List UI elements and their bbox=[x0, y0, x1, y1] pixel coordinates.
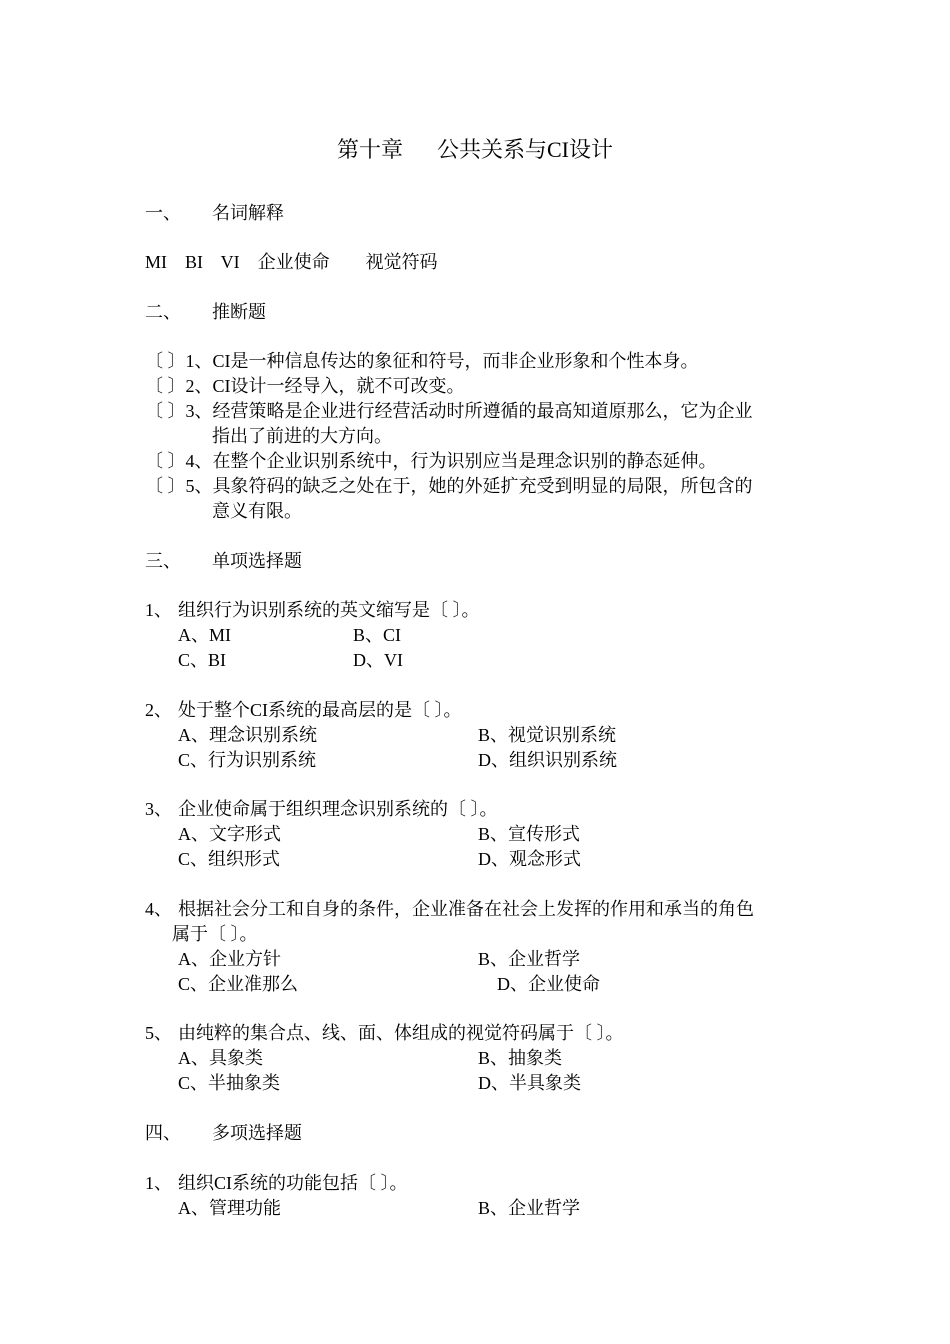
option-c: C、企业准那么 bbox=[178, 974, 299, 994]
option-d: D、观念形式 bbox=[478, 849, 581, 869]
option-a: A、企业方针 bbox=[178, 949, 281, 969]
option-c: C、组织形式 bbox=[178, 849, 281, 869]
option-b: B、宣传形式 bbox=[478, 824, 581, 844]
option-b: B、CI bbox=[353, 625, 402, 645]
judgment-item-continued: 指出了前进的大方向。 bbox=[212, 426, 392, 446]
section-heading-3: 三、 单项选择题 bbox=[145, 551, 302, 571]
question-stem: 1、 组织行为识别系统的英文缩写是〔 〕。 bbox=[145, 600, 480, 620]
title-chapter: 第十章 bbox=[336, 137, 403, 162]
option-c: C、半抽象类 bbox=[178, 1073, 281, 1093]
section-heading-4: 四、 多项选择题 bbox=[145, 1123, 302, 1143]
question-stem: 4、 根据社会分工和自身的条件，企业准备在社会上发挥的作用和承当的角色 bbox=[145, 899, 754, 919]
page-title bbox=[0, 138, 950, 162]
option-b: B、企业哲学 bbox=[478, 1198, 581, 1218]
section-heading-1: 一、 名词解释 bbox=[145, 203, 284, 223]
terms-list: MI BI VI 企业使命 视觉符码 bbox=[145, 252, 438, 272]
judgment-item: 〔 〕5、具象符码的缺乏之处在于，她的外延扩充受到明显的局限，所包含的 bbox=[145, 476, 753, 496]
question-stem: 3、 企业使命属于组织理念识别系统的〔 〕。 bbox=[145, 799, 498, 819]
option-a: A、文字形式 bbox=[178, 824, 281, 844]
option-c: C、BI bbox=[178, 650, 227, 670]
option-a: A、理念识别系统 bbox=[178, 725, 317, 745]
option-a: A、具象类 bbox=[178, 1048, 263, 1068]
option-b: B、企业哲学 bbox=[478, 949, 581, 969]
question-stem-continued: 属于〔 〕。 bbox=[172, 924, 258, 944]
option-d: D、企业使命 bbox=[497, 974, 600, 994]
title-topic: 公共关系与CI设计 bbox=[437, 137, 614, 162]
judgment-item: 〔 〕1、CI是一种信息传达的象征和符号，而非企业形象和个性本身。 bbox=[145, 351, 699, 371]
question-stem: 2、 处于整个CI系统的最高层的是〔 〕。 bbox=[145, 700, 462, 720]
option-d: D、半具象类 bbox=[478, 1073, 581, 1093]
judgment-item-continued: 意义有限。 bbox=[212, 501, 302, 521]
option-a: A、MI bbox=[178, 625, 231, 645]
section-heading-2: 二、 推断题 bbox=[145, 302, 266, 322]
question-stem: 5、 由纯粹的集合点、线、面、体组成的视觉符码属于〔 〕。 bbox=[145, 1023, 624, 1043]
judgment-item: 〔 〕3、经营策略是企业进行经营活动时所遵循的最高知道原那么，它为企业 bbox=[145, 401, 753, 421]
judgment-item: 〔 〕4、在整个企业识别系统中，行为识别应当是理念识别的静态延伸。 bbox=[145, 451, 717, 471]
option-d: D、组织识别系统 bbox=[478, 750, 617, 770]
judgment-item: 〔 〕2、CI设计一经导入，就不可改变。 bbox=[145, 376, 465, 396]
question-stem: 1、 组织CI系统的功能包括〔 〕。 bbox=[145, 1173, 408, 1193]
option-c: C、行为识别系统 bbox=[178, 750, 317, 770]
option-d: D、VI bbox=[353, 650, 403, 670]
option-a: A、管理功能 bbox=[178, 1198, 281, 1218]
option-b: B、抽象类 bbox=[478, 1048, 563, 1068]
option-b: B、视觉识别系统 bbox=[478, 725, 617, 745]
